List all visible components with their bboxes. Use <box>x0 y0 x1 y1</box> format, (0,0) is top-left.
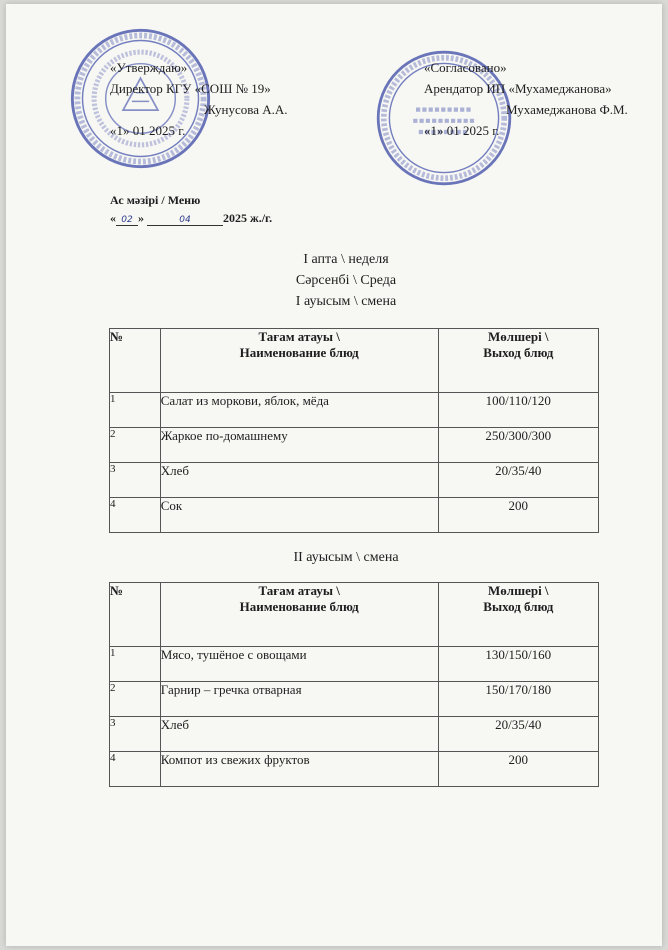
table-row <box>110 463 599 498</box>
row-output: 130/150/160 <box>438 647 598 682</box>
col-output-header <box>438 583 598 647</box>
table-header-row <box>110 583 599 647</box>
col-num-header: № <box>110 583 161 647</box>
approval-name: Жунусова А.А. <box>204 102 288 117</box>
table-row <box>110 647 599 682</box>
col-output-ru: Выход блюд <box>483 345 554 360</box>
agreement-title: «Согласовано» <box>424 60 507 75</box>
table-row <box>110 393 599 428</box>
row-num: 1 <box>110 647 161 682</box>
agreement-date: «1» 01 2025 г. <box>424 123 500 138</box>
shift1-menu-table <box>109 328 599 533</box>
row-num: 2 <box>110 428 161 463</box>
row-output: 250/300/300 <box>438 428 598 463</box>
row-dish: Жаркое по-домашнему <box>160 428 438 463</box>
row-output: 200 <box>438 752 598 787</box>
document-page <box>6 4 662 946</box>
col-output-header <box>438 329 598 393</box>
row-dish: Гарнир – гречка отварная <box>160 682 438 717</box>
approval-date: «1» 01 2025 г. <box>110 123 186 138</box>
row-dish: Мясо, тушёное с овощами <box>160 647 438 682</box>
row-num: 2 <box>110 682 161 717</box>
row-output: 20/35/40 <box>438 463 598 498</box>
agreement-block <box>424 57 628 141</box>
table-row <box>110 682 599 717</box>
agreement-position: Арендатор ИП «Мухамеджанова» <box>424 81 612 96</box>
row-dish: Хлеб <box>160 463 438 498</box>
date-year: 2025 ж./г. <box>223 211 273 225</box>
date-open-quote: « <box>110 211 116 225</box>
row-output: 150/170/180 <box>438 682 598 717</box>
col-name-header <box>160 329 438 393</box>
table-row <box>110 717 599 752</box>
menu-heading: Ас мәзірі / Меню <box>110 193 201 207</box>
col-name-kz: Тағам атауы \ <box>258 329 340 344</box>
row-dish: Салат из моркови, яблок, мёда <box>160 393 438 428</box>
col-name-kz: Тағам атауы \ <box>258 583 340 598</box>
table-header-row <box>110 329 599 393</box>
row-dish: Сок <box>160 498 438 533</box>
menu-date <box>110 211 272 226</box>
date-month: 04 <box>147 215 223 226</box>
row-dish: Компот из свежих фруктов <box>160 752 438 787</box>
col-name-ru: Наименование блюд <box>239 599 359 614</box>
col-num-header: № <box>110 329 161 393</box>
date-day: 02 <box>116 215 138 226</box>
shift2-title: II ауысым \ смена <box>293 550 399 565</box>
week-title: I апта \ неделя <box>303 252 389 267</box>
row-output: 20/35/40 <box>438 717 598 752</box>
row-num: 4 <box>110 752 161 787</box>
shift2-menu-table <box>109 582 599 787</box>
schedule-titles <box>96 249 596 312</box>
col-name-header <box>160 583 438 647</box>
table-row <box>110 428 599 463</box>
col-output-kz: Мөлшері \ <box>488 583 549 598</box>
agreement-name: Мухамеджанова Ф.М. <box>506 102 628 117</box>
shift1-title: I ауысым \ смена <box>295 294 397 309</box>
col-output-ru: Выход блюд <box>483 599 554 614</box>
row-num: 4 <box>110 498 161 533</box>
approval-title: «Утверждаю» <box>110 60 188 75</box>
day-title: Сәрсенбі \ Среда <box>295 273 397 288</box>
date-mid: » <box>138 211 147 225</box>
row-dish: Хлеб <box>160 717 438 752</box>
col-output-kz: Мөлшері \ <box>488 329 549 344</box>
row-num: 3 <box>110 463 161 498</box>
col-name-ru: Наименование блюд <box>239 345 359 360</box>
approval-position: Директор КГУ «СОШ № 19» <box>110 81 271 96</box>
row-output: 100/110/120 <box>438 393 598 428</box>
table-row <box>110 498 599 533</box>
row-num: 3 <box>110 717 161 752</box>
row-output: 200 <box>438 498 598 533</box>
approval-block <box>110 57 288 141</box>
table-row <box>110 752 599 787</box>
row-num: 1 <box>110 393 161 428</box>
